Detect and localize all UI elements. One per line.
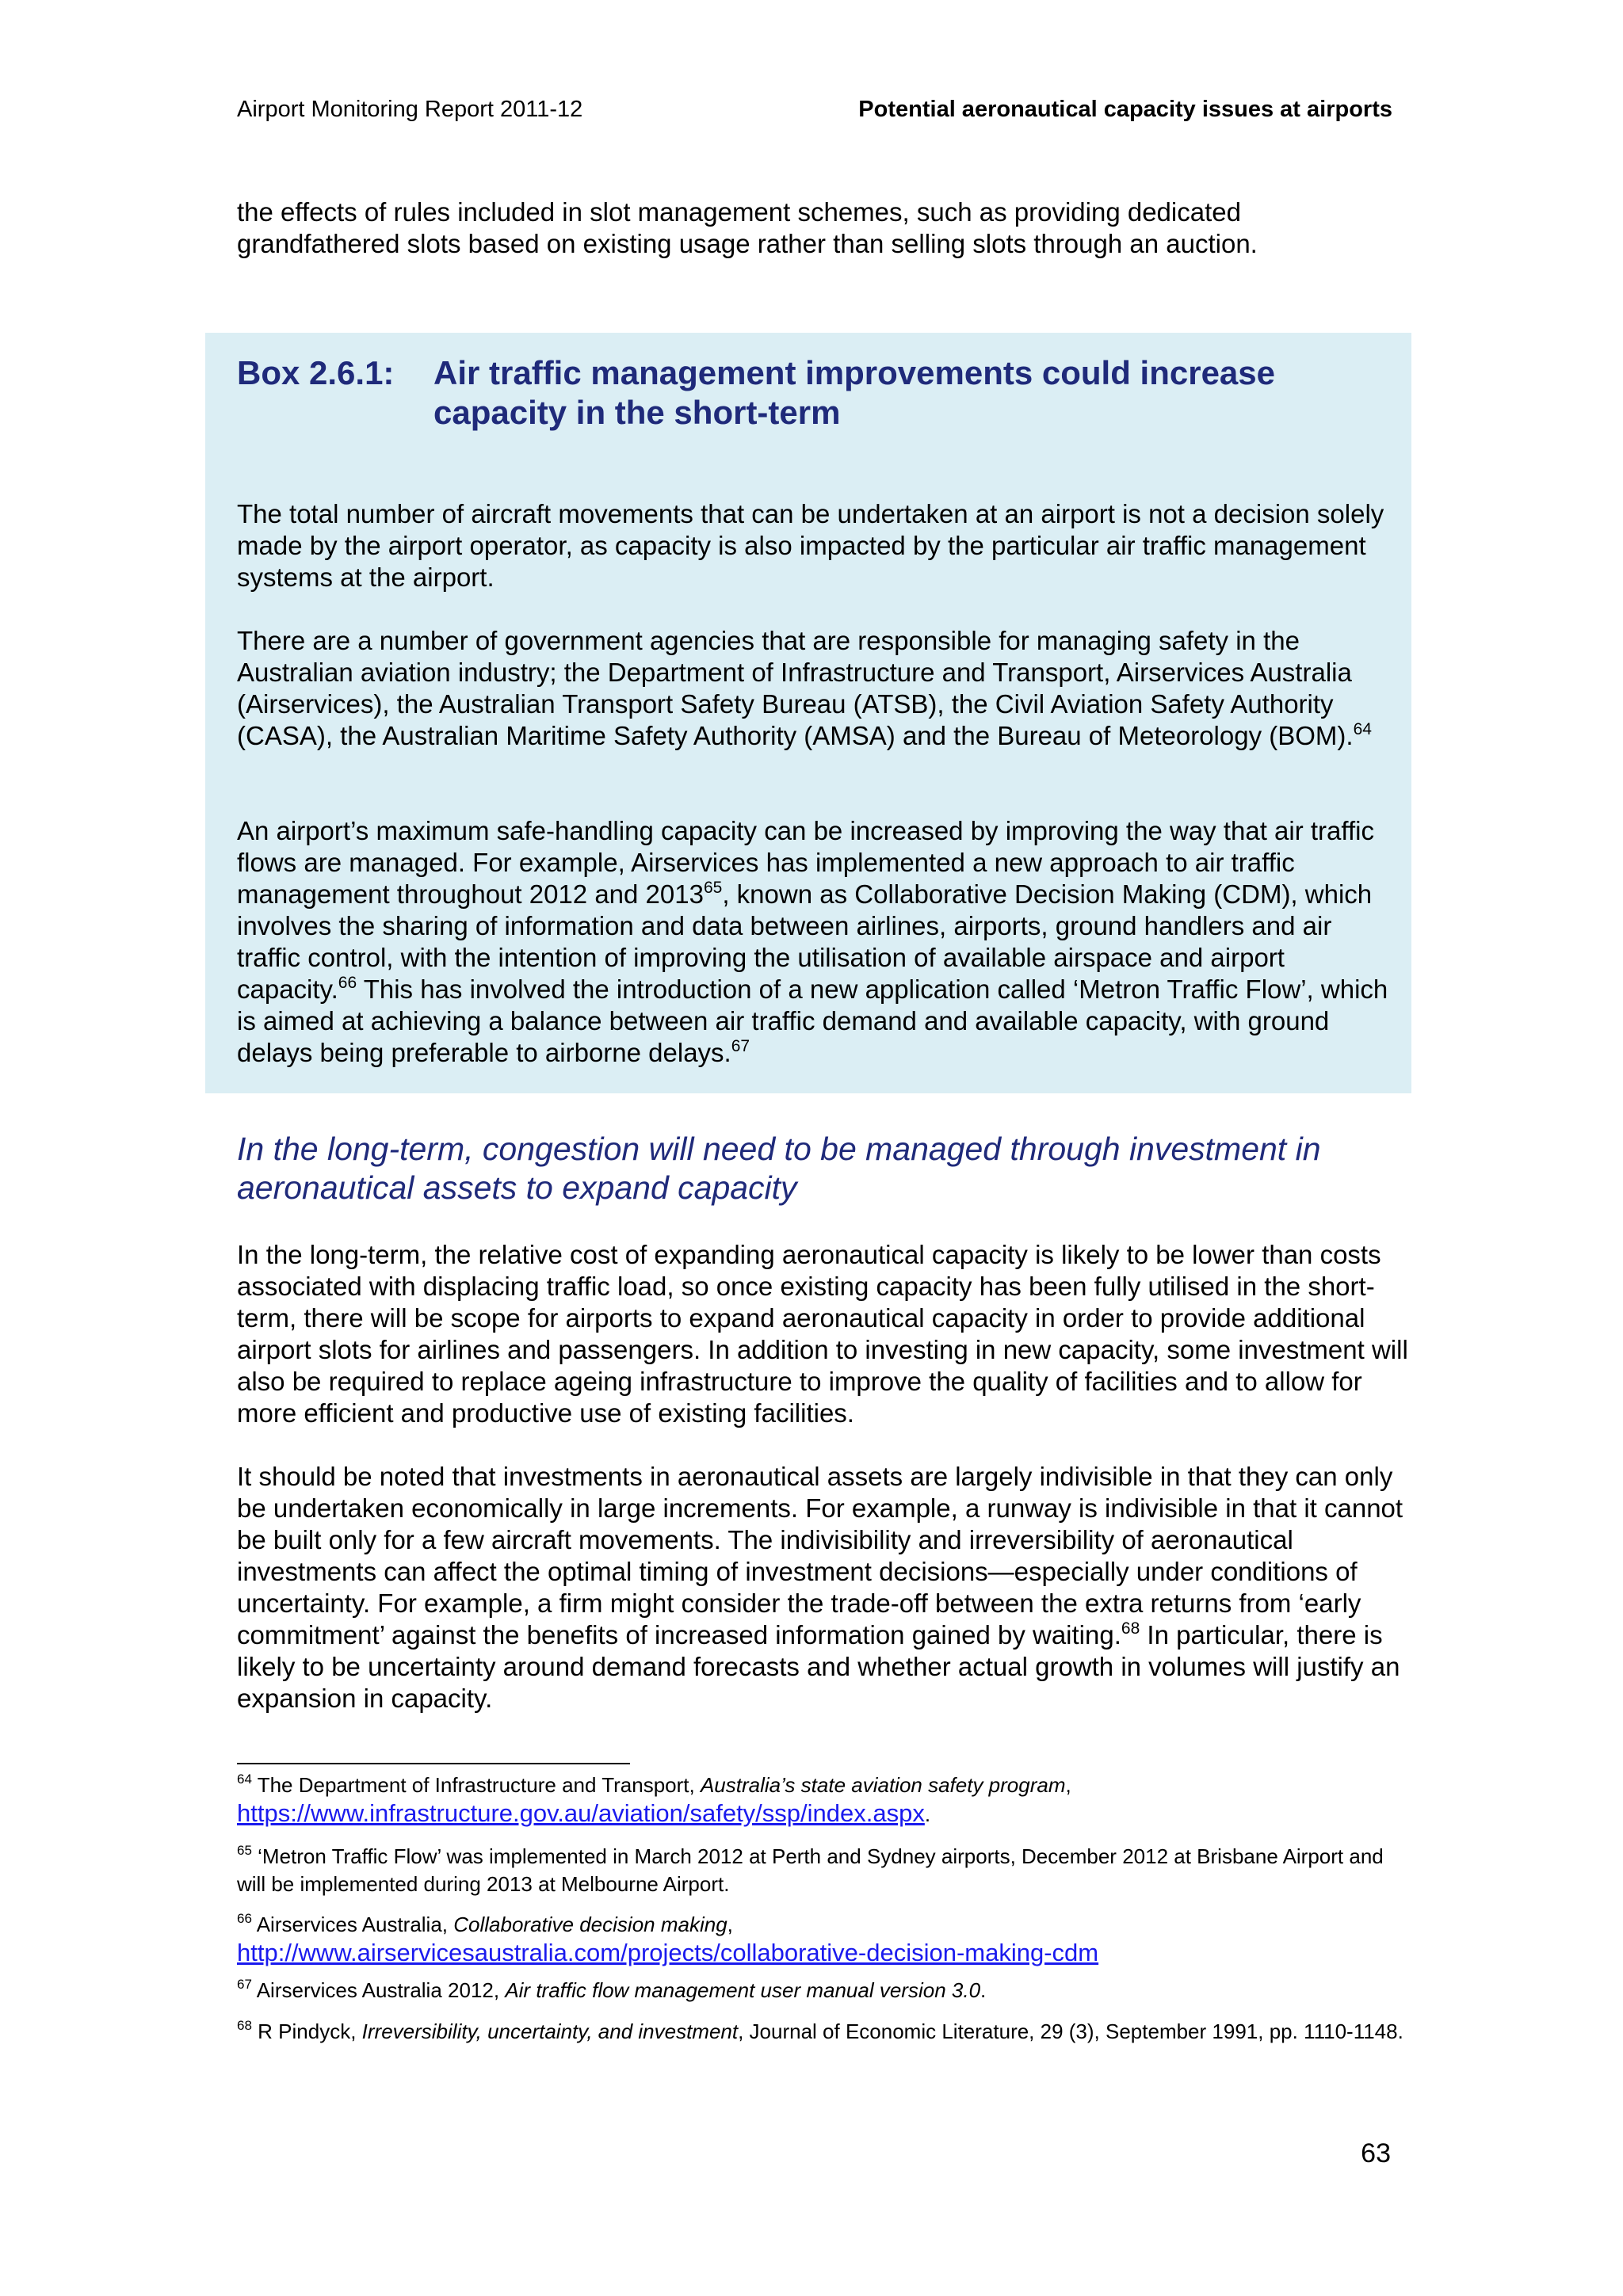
footnote-title: Irreversibility, uncertainty, and investment — [361, 2019, 739, 2043]
footnote-ref-66[interactable]: 66 — [338, 974, 357, 992]
footnote-link[interactable]: https://www.infrastructure.gov.au/aviation/safety/ssp/index.aspx — [237, 1799, 925, 1827]
box-label: Box 2.6.1: — [237, 354, 395, 391]
footnote-65 — [237, 1843, 1410, 1898]
footnote-text: The Department of Infrastructure and Transport, — [257, 1773, 701, 1797]
footnote-number: 64 — [237, 1772, 252, 1787]
box-paragraph-2 — [237, 625, 1402, 752]
intro-paragraph: the effects of rules included in slot management schemes, such as providing dedicated grandfathered slots based on existing usage rather than selling slots through an auction. — [237, 197, 1258, 258]
footnote-ref-68[interactable]: 68 — [1121, 1619, 1140, 1638]
section-paragraph-2-part-b: In particular, there is likely to be uncertainty around demand forecasts and whether actual growth in volumes will justify an expansion in capacity. — [237, 1620, 1400, 1713]
footnote-text: Airservices Australia 2012, — [256, 1978, 506, 2002]
box-paragraph-2-text: There are a number of government agencies that are responsible for managing safety in the Australian aviation industry; the Department of Infrastructure and Transport, Airservices Australia (Airservices), the Australian Transport Safety Bureau (ATSB), the Civil Aviation Safety Authority (CASA), the Australian Maritime Safety Authority (AMSA) and the Bureau of Meteorology (BOM). — [237, 626, 1354, 750]
footnote-number: 65 — [237, 1843, 252, 1858]
footnote-text: R Pindyck, — [258, 2019, 362, 2043]
footnote-punct: . — [980, 1978, 987, 2002]
footnote-66 — [237, 1911, 1410, 1968]
section-paragraph-1: In the long-term, the relative cost of expanding aeronautical capacity is likely to be lower than costs associated with displacing traffic load, so once existing capacity has been fully utilised in the short-term, there will be scope for airports to expand aeronautical capacity in order to provide additional airport slots for airlines and passengers. In addition to investing in new capacity, some investment will also be required to replace ageing infrastructure to improve the quality of facilities and to allow for more efficient and productive use of existing facilities. — [237, 1240, 1408, 1428]
box-paragraph-3-part-c: This has involved the introduction of a new application called ‘Metron Traffic Flow’, which is aimed at achieving a balance between air traffic demand and available capacity, with ground delays being preferable to airborne delays. — [237, 974, 1388, 1067]
footnote-punct: , — [1065, 1773, 1071, 1797]
footnote-end: . — [924, 1802, 931, 1826]
footnote-ref-64[interactable]: 64 — [1353, 720, 1372, 738]
box-paragraph-3-part-b: , known as Collaborative Decision Making (CDM), which involves the sharing of information and data between airlines, airports, ground handlers and air traffic control, with the intention of improving the utilisation of available airspace and airport capacity. — [237, 879, 1373, 1004]
footnote-separator — [237, 1763, 630, 1764]
footnote-punct: , Journal of Economic Literature, 29 (3), September 1991, pp. 1110-1148. — [738, 2019, 1403, 2043]
footnote-punct: , — [727, 1913, 733, 1936]
box-paragraph-3 — [237, 815, 1402, 1069]
section-paragraph-2-part-a: It should be noted that investments in aeronautical assets are largely indivisible in that they can only be undertaken economically in large increments. For example, a runway is indivisible in that it cannot be built only for a few aircraft movements. The indivisibility and irreversibility of aeronautical investments can affect the optimal timing of investment decisions—especially under conditions of uncertainty. For example, a firm might consider the trade-off between the extra returns from ‘early commitment’ against the benefits of increased information gained by waiting. — [237, 1462, 1403, 1650]
footnote-number: 66 — [237, 1911, 252, 1926]
running-header-right: Potential aeronautical capacity issues at airports — [858, 97, 1392, 122]
box-paragraph-3-part-a: An airport’s maximum safe-handling capacity can be increased by improving the way that air traffic flows are managed. For example, Airservices has implemented a new approach to air traffic management throughout 2012 and 2013 — [237, 816, 1374, 909]
footnote-67 — [237, 1977, 1410, 2004]
running-header-left: Airport Monitoring Report 2011-12 — [237, 97, 583, 122]
footnote-64 — [237, 1772, 1410, 1829]
footnote-ref-67[interactable]: 67 — [731, 1037, 750, 1055]
footnote-link[interactable]: http://www.airservicesaustralia.com/projects/collaborative-decision-making-cdm — [237, 1939, 1099, 1966]
footnote-text: Airservices Australia, — [256, 1913, 454, 1936]
section-paragraph-2 — [237, 1461, 1410, 1714]
footnote-title: Air traffic flow management user manual version 3.0 — [505, 1978, 981, 2002]
footnote-text: ‘Metron Traffic Flow’ was implemented in March 2012 at Perth and Sydney airports, December 2012 at Brisbane Airport and will be implemented during 2013 at Melbourne Airport. — [237, 1844, 1384, 1896]
footnote-68 — [237, 2018, 1410, 2046]
page-number: 63 — [1361, 2138, 1391, 2168]
footnote-title: Collaborative decision making — [453, 1913, 727, 1936]
footnote-title: Australia’s state aviation safety program — [700, 1773, 1066, 1797]
info-box — [205, 333, 1411, 1093]
footnote-number: 67 — [237, 1977, 252, 1992]
footnote-ref-65[interactable]: 65 — [703, 879, 723, 897]
section-heading: In the long-term, congestion will need to be managed through investment in aeronautical assets to expand capacity — [237, 1131, 1321, 1206]
footnote-number: 68 — [237, 2018, 252, 2033]
box-heading: Air traffic management improvements could increase capacity in the short-term — [433, 354, 1275, 431]
box-paragraph-1: The total number of aircraft movements that can be undertaken at an airport is not a decision solely made by the airport operator, as capacity is also impacted by the particular air traffic management systems at the airport. — [237, 499, 1384, 592]
